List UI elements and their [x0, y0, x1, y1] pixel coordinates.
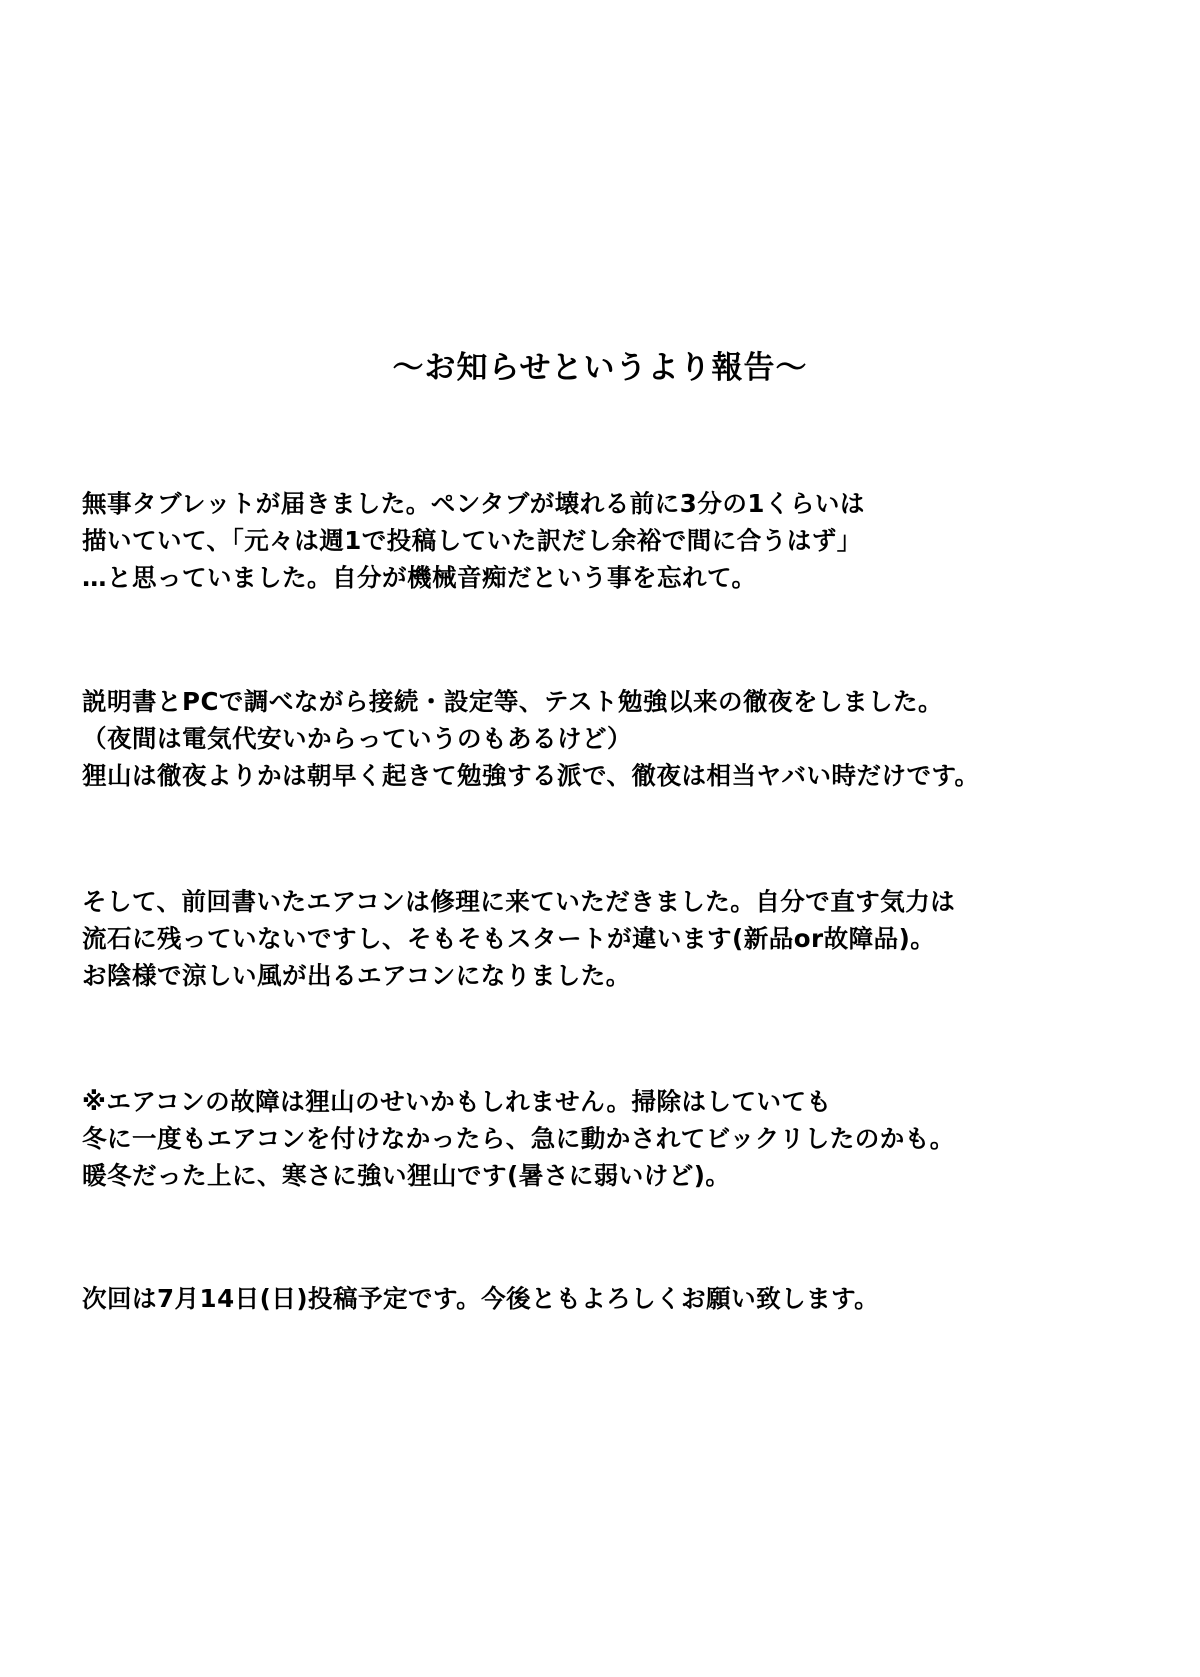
- paragraph-line: お陰様で涼しい風が出るエアコンになりました。: [82, 961, 631, 990]
- paragraph-line: 流石に残っていないですし、そもそもスタートが違います(新品or故障品)。: [82, 924, 936, 953]
- paragraph-line: そして、前回書いたエアコンは修理に来ていただきました。自分で直す気力は: [82, 887, 956, 916]
- paragraph-setup-all-nighter: [82, 683, 1162, 794]
- paragraph-line: 描いていて、「元々は週1で投稿していた訳だし余裕で間に合うはず」: [82, 526, 862, 555]
- paragraph-line: 次回は7月14日(日)投稿予定です。今後ともよろしくお願い致します。: [82, 1284, 880, 1313]
- paragraph-line: 暖冬だった上に、寒さに強い狸山です(暑さに弱いけど)。: [82, 1161, 731, 1190]
- paragraph-line: 狸山は徹夜よりかは朝早く起きて勉強する派で、徹夜は相当ヤバい時だけです。: [82, 761, 980, 790]
- paragraph-aircon-note: [82, 1083, 1162, 1194]
- paragraph-line: ※エアコンの故障は狸山のせいかもしれません。掃除はしていても: [82, 1087, 832, 1116]
- paragraph-line: …と思っていました。自分が機械音痴だという事を忘れて。: [82, 563, 757, 592]
- paragraph-line: （夜間は電気代安いからっていうのもあるけど）: [82, 724, 632, 753]
- paragraph-line: 冬に一度もエアコンを付けなかったら、急に動かされてビックリしたのかも。: [82, 1124, 955, 1153]
- paragraph-next-post: [82, 1280, 1162, 1317]
- paragraph-line: 説明書とPCで調べながら接続・設定等、テスト勉強以来の徹夜をしました。: [82, 687, 943, 716]
- page-title: 〜お知らせというより報告〜: [392, 350, 808, 386]
- paragraph-tablet-arrival: [82, 485, 1162, 596]
- paragraph-aircon-repair: [82, 883, 1162, 994]
- paragraph-line: 無事タブレットが届きました。ペンタブが壊れる前に3分の1くらいは: [82, 489, 865, 518]
